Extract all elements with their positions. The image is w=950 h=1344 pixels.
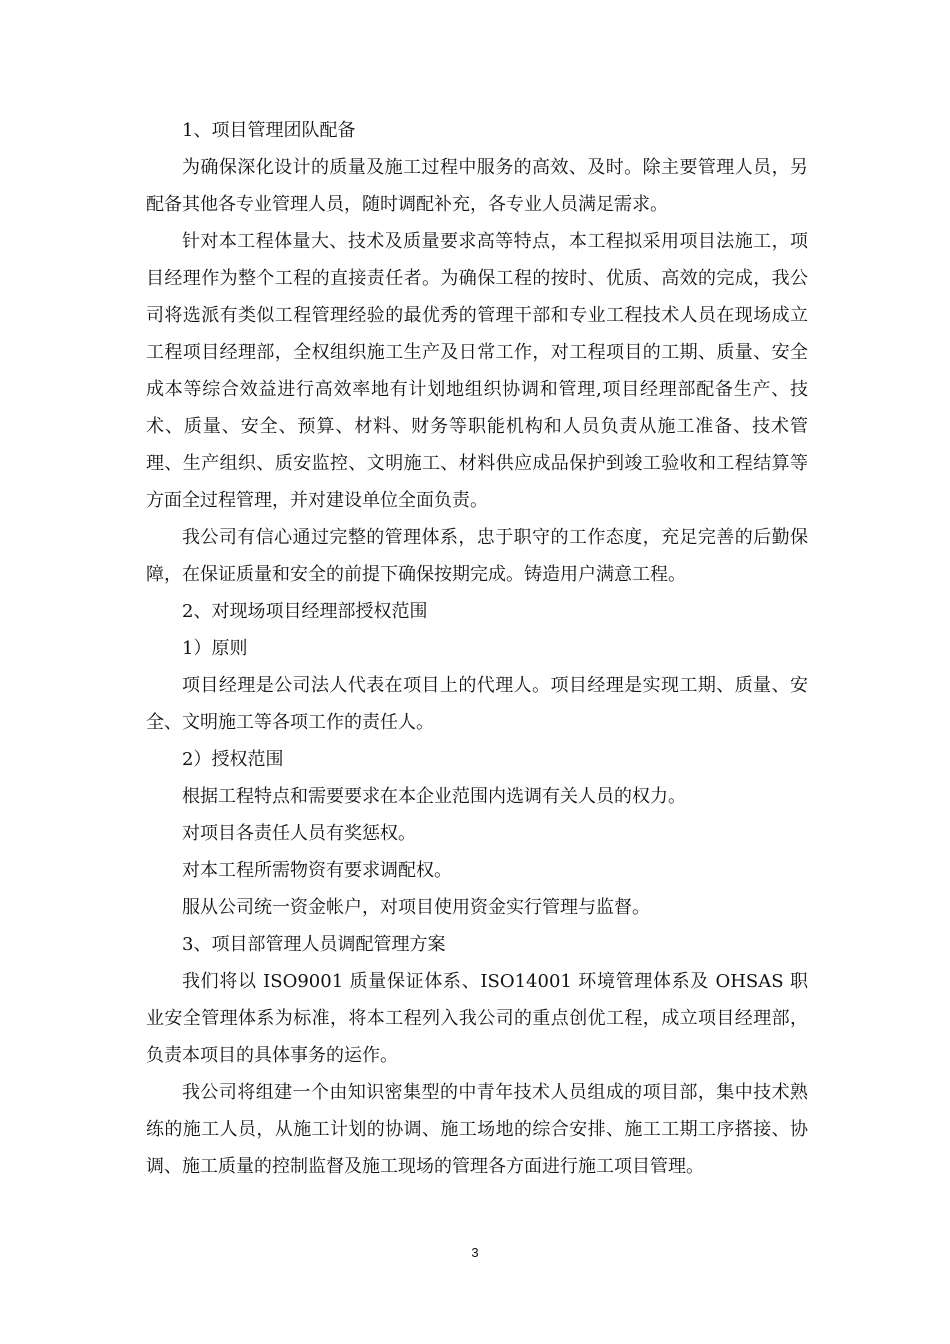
paragraph-confidence: 我公司有信心通过完整的管理体系，忠于职守的工作态度，充足完善的后勤保障，在保证质量和安全的前提下确保按期完成。铸造用户满意工程。 [146,527,808,585]
page-number: 3 [471,1245,479,1260]
paragraph-scope-materials: 对本工程所需物资有要求调配权。 [182,860,452,881]
section-heading-authorization: 2、对现场项目经理部授权范围 [182,601,428,622]
paragraph-project-team: 我公司将组建一个由知识密集型的中青年技术人员组成的项目部，集中技术熟练的施工人员，从施工计划的协调、施工场地的综合安排、施工工期工序搭接、协调、施工质量的控制监督及施工现场的管理各方面进行施工项目管理。 [146,1082,808,1177]
subheading-principle: 1）原则 [182,638,248,659]
paragraph-scope-funds: 服从公司统一资金帐户，对项目使用资金实行管理与监督。 [182,897,650,918]
subheading-scope: 2）授权范围 [182,749,284,770]
section-heading-staff-plan: 3、项目部管理人员调配管理方案 [182,934,446,955]
paragraph-project-method: 针对本工程体量大、技术及质量要求高等特点，本工程拟采用项目法施工，项目经理作为整个工程的直接责任者。为确保工程的按时、优质、高效的完成，我公司将选派有类似工程管理经验的最优秀的管理干部和专业工程技术人员在现场成立工程项目经理部，全权组织施工生产及日常工作，对工程项目的工期、质量、安全成本等综合效益进行高效率地有计划地组织协调和管理,项目经理部配备生产、技术、质量、安全、预算、材料、财务等职能机构和人员负责从施工准备、技术管理、生产组织、质安监控、文明施工、材料供应成品保护到竣工验收和工程结算等方面全过程管理，并对建设单位全面负责。 [146,231,808,511]
paragraph-scope-rewards: 对项目各责任人员有奖惩权。 [182,823,416,844]
paragraph-iso-standards: 我们将以 ISO9001 质量保证体系、ISO14001 环境管理体系及 OHSAS 职业安全管理体系为标准，将本工程列入我公司的重点创优工程，成立项目经理部，负责本项目的具体事务的运作。 [146,971,808,1066]
paragraph-scope-personnel: 根据工程特点和需要要求在本企业范围内选调有关人员的权力。 [182,786,686,807]
document-body [146,112,808,1185]
paragraph-team-staffing: 为确保深化设计的质量及施工过程中服务的高效、及时。除主要管理人员，另配备其他各专业管理人员，随时调配补充，各专业人员满足需求。 [146,157,808,215]
paragraph-principle: 项目经理是公司法人代表在项目上的代理人。项目经理是实现工期、质量、安全、文明施工等各项工作的责任人。 [146,675,808,733]
section-heading-team: 1、项目管理团队配备 [182,120,356,141]
